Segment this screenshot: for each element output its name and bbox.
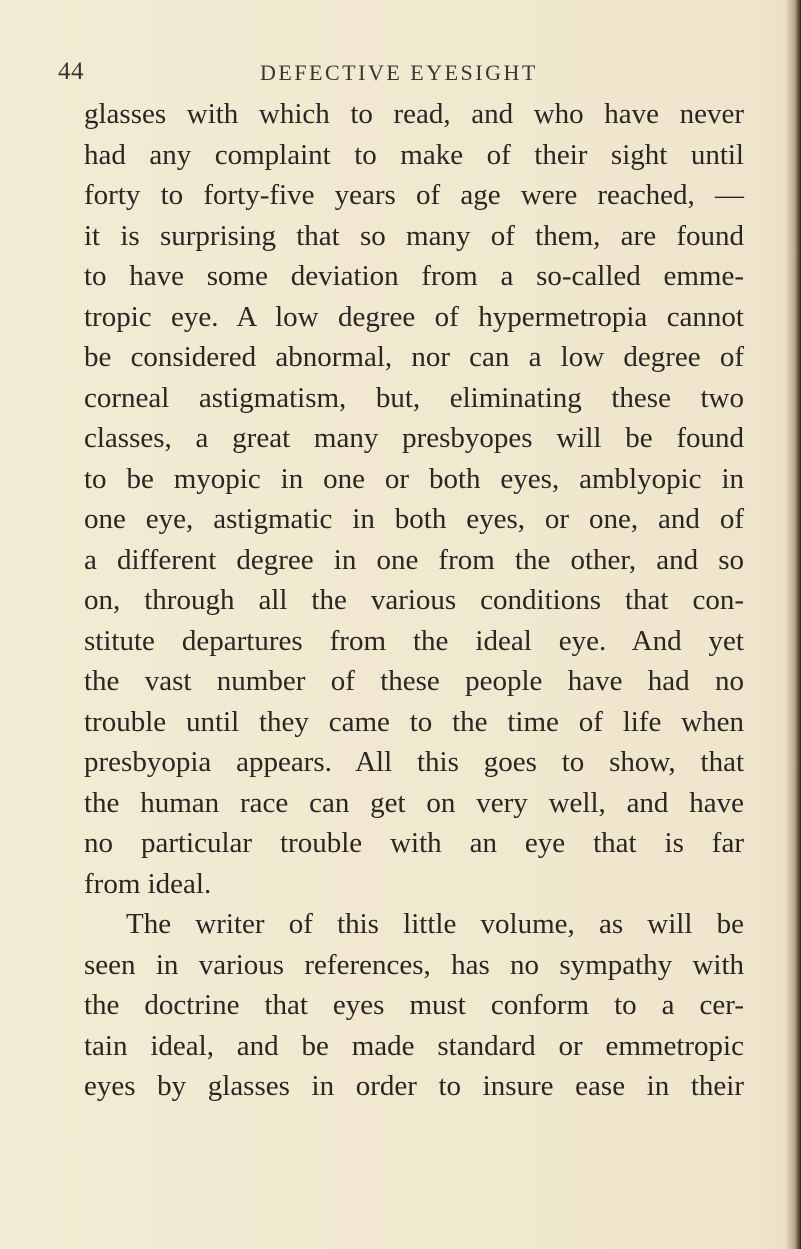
text-line: corneal astigmatism, but, eliminating these two (84, 381, 744, 414)
running-head-title: DEFECTIVE EYESIGHT (260, 60, 538, 85)
text-line: had any complaint to make of their sight until (84, 138, 744, 171)
text-line: seen in various references, has no sympathy with (84, 948, 744, 981)
text-line: trouble until they came to the time of life when (84, 705, 744, 738)
body-text (84, 94, 744, 1107)
text-line: glasses with which to read, and who have never (84, 98, 744, 130)
text-line: be considered abnormal, nor can a low degree of (84, 341, 744, 373)
text-line: tain ideal, and be made standard or emmetropic (84, 1029, 744, 1062)
page-edge-shadow (785, 0, 801, 1249)
text-line: The writer of this little volume, as will be (126, 908, 744, 940)
text-line: the human race can get on very well, and have (84, 786, 744, 819)
text-line: from ideal. (84, 867, 212, 900)
running-head (0, 58, 801, 90)
text-line: no particular trouble with an eye that is far (84, 827, 744, 859)
text-line: on, through all the various conditions that con- (84, 584, 744, 616)
text-line: eyes by glasses in order to insure ease in their (84, 1070, 744, 1102)
page-number: 44 (58, 58, 84, 85)
text-line: one eye, astigmatic in both eyes, or one, and of (84, 503, 744, 535)
text-line: to be myopic in one or both eyes, amblyopic in (84, 462, 744, 495)
text-line: classes, a great many presbyopes will be found (84, 422, 744, 454)
text-line: it is surprising that so many of them, are found (84, 219, 744, 252)
text-line: a different degree in one from the other, and so (84, 543, 744, 576)
text-line: presbyopia appears. All this goes to show, that (84, 746, 744, 778)
text-line: stitute departures from the ideal eye. And yet (84, 624, 744, 657)
text-line: tropic eye. A low degree of hypermetropia cannot (84, 300, 744, 333)
text-line: the vast number of these people have had no (84, 665, 744, 697)
text-line: to have some deviation from a so-called emme- (84, 260, 744, 292)
text-line: forty to forty-five years of age were reached, — (84, 179, 744, 211)
text-line: the doctrine that eyes must conform to a cer- (84, 989, 744, 1021)
